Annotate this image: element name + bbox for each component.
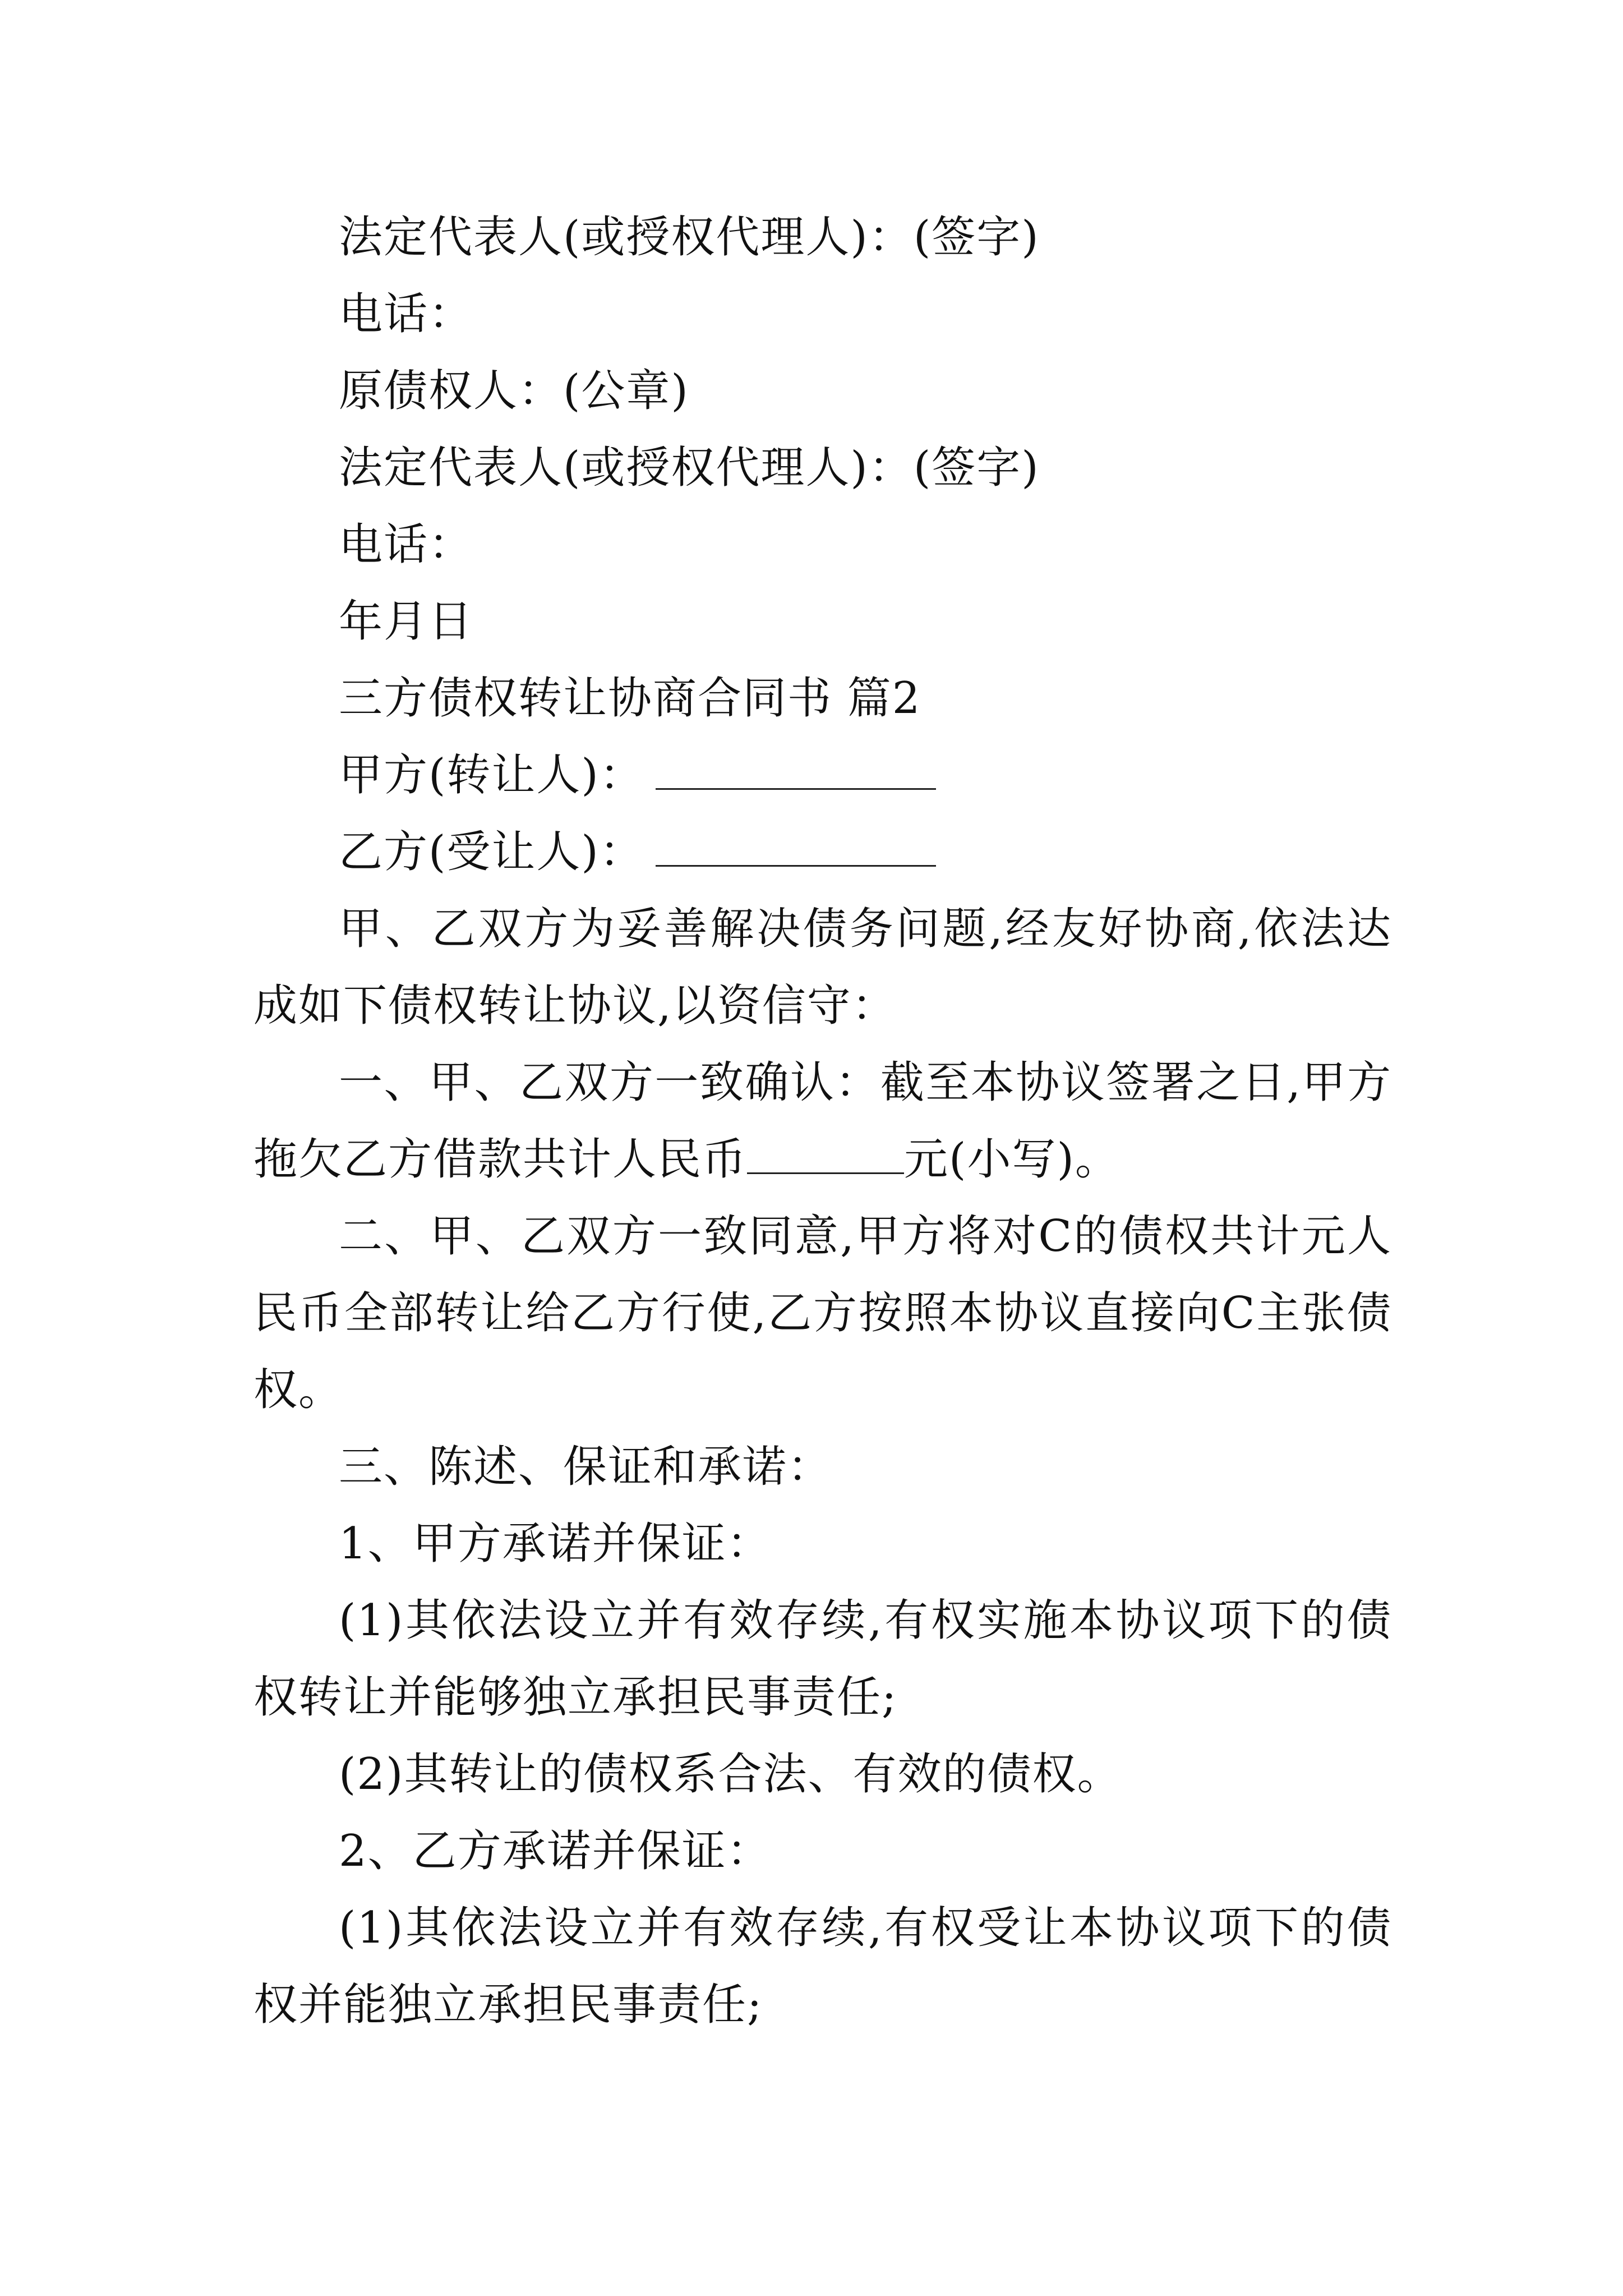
original-creditor-line: 原债权人：(公章) [339, 366, 689, 416]
party-b-blank [656, 826, 936, 867]
clause-1-text: 一、甲、乙双方一致确认：截至本协议签署之日,甲方拖欠乙方借款共计人民币 [253, 1057, 1392, 1185]
section-title: 三方债权转让协商合同书 篇2 [339, 673, 921, 724]
party-a-blank [656, 749, 936, 790]
clause-1-paragraph [253, 1045, 1392, 1198]
legal-representative-line: 法定代表人(或授权代理人)：(签字) [339, 443, 1040, 493]
clause-2-paragraph: 二、甲、乙双方一致同意,甲方将对C的债权共计元人民币全部转让给乙方行使,乙方按照本协议直接向C主张债权。 [253, 1211, 1392, 1415]
party-a-label: 甲方(转让人)： [339, 750, 644, 800]
party-b-label: 乙方(受让人)： [339, 827, 644, 877]
document-body [253, 199, 1392, 2044]
clause-1-suffix: 元(小写)。 [904, 1134, 1120, 1185]
clause-3-1-b-line: (2)其转让的债权系合法、有效的债权。 [339, 1749, 1122, 1800]
clause-3-2-heading: 2、乙方承诺并保证： [339, 1826, 772, 1876]
phone-line: 电话： [339, 289, 474, 339]
clause-3-1-heading: 1、甲方承诺并保证： [339, 1519, 772, 1569]
preamble-paragraph: 甲、乙双方为妥善解决债务问题,经友好协商,依法达成如下债权转让协议,以资信守： [253, 904, 1392, 1031]
phone-line: 电话： [339, 519, 474, 570]
amount-blank [747, 1133, 904, 1174]
date-line: 年月日 [339, 596, 474, 647]
clause-3-2-a-paragraph: (1)其依法设立并有效存续,有权受让本协议项下的债权并能独立承担民事责任; [253, 1903, 1392, 2030]
clause-3-heading: 三、陈述、保证和承诺： [339, 1442, 833, 1492]
party-b-line [253, 814, 1392, 891]
clause-3-1-a-paragraph: (1)其依法设立并有效存续,有权实施本协议项下的债权转让并能够独立承担民事责任; [253, 1595, 1392, 1723]
party-a-line [253, 737, 1392, 814]
legal-representative-line: 法定代表人(或授权代理人)：(签字) [339, 212, 1040, 263]
